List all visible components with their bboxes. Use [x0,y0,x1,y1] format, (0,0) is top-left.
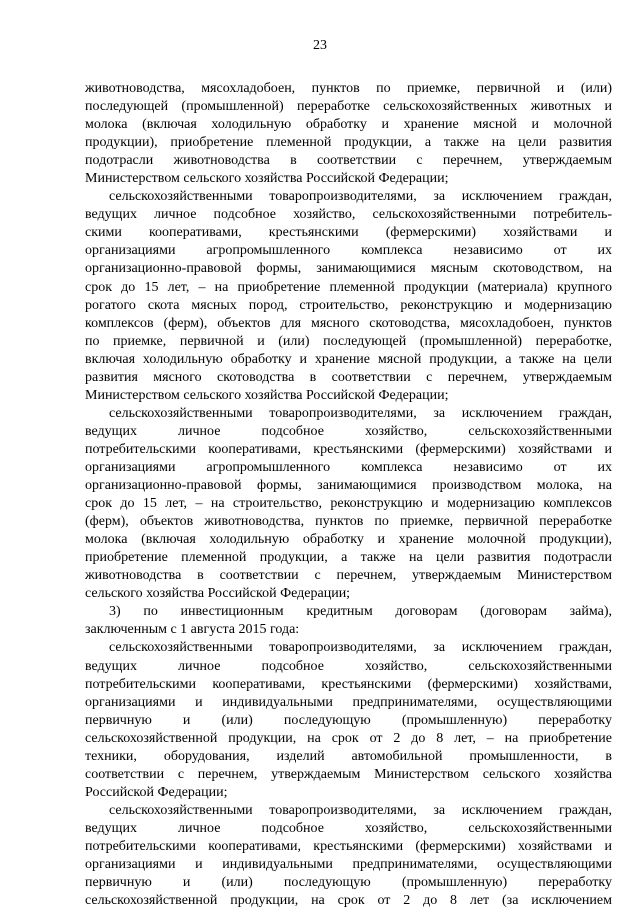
text-line: Министерством сельского хозяйства Российской Федерации; [85,387,449,403]
text-line: рогатого скота мясных пород, строительство, реконструкцию и модернизацию [85,297,612,313]
text-line: развития мясного скотоводства в соответствии с перечнем, утверждаемым [85,369,612,385]
text-line: срок до 15 лет, – на приобретение племенной продукции (материала) крупного [85,279,612,295]
text-line: первичную и (или) последующую (промышленную) переработку [85,875,612,891]
text-line: сельскохозяйственной продукции, на срок от 2 до 8 лет (за исключением [85,893,612,909]
text-line: подотрасли животноводства в соответствии с перечнем, утверждаемым [85,153,612,169]
text-line: приобретение племенной продукции, а также на цели развития подотрасли [85,550,612,566]
text-line: ведущих личное подсобное хозяйство, сельскохозяйственными [85,658,612,674]
text-line: срок до 15 лет, – на строительство, реконструкцию и модернизацию комплексов [85,496,612,512]
text-line: организациями агропромышленного комплекса независимо от их [85,459,612,475]
text-line: организациями и индивидуальными предпринимателями, осуществляющими [85,857,612,873]
text-line: по приемке, первичной и (или) последующей (промышленной) переработке, [85,333,612,349]
text-line: продукции), приобретение племенной продукции, а также на цели развития [85,135,612,151]
text-line: потребительскими кооперативами, крестьянскими (фермерскими) хозяйствами и [85,838,612,854]
text-line: сельского хозяйства Российской Федерации; [85,586,351,602]
text-line: молока (включая холодильную обработку и хранение мясной и молочной [85,117,612,133]
text-line: сельскохозяйственными товаропроизводителями, за исключением граждан, [109,405,612,421]
text-line: организационно-правовой формы, занимающимися производством молока, на [85,478,612,494]
text-line: ведущих личное подсобное хозяйство, сельскохозяйственными потребитель- [85,207,612,223]
text-line: последующей (промышленной) переработке сельскохозяйственных животных и [85,99,612,115]
text-line: ведущих личное подсобное хозяйство, сельскохозяйственными [85,820,612,836]
text-line: потребительскими кооперативами, крестьянскими (фермерскими) хозяйствами и [85,441,612,457]
text-line: включая холодильную обработку и хранение мясной продукции, а также на цели [85,351,612,367]
text-line: сельскохозяйственными товаропроизводителями, за исключением граждан, [109,189,612,205]
text-line: Российской Федерации; [85,784,228,800]
text-line: сельскохозяйственными товаропроизводителями, за исключением граждан, [109,640,612,656]
text-line: сельскохозяйственными товаропроизводителями, за исключением граждан, [109,802,612,818]
document-body [85,80,612,910]
text-line: животноводства в соответствии с перечнем, утверждаемым Министерством [85,568,612,584]
text-line: комплексов (ферм), объектов для мясного скотоводства, мясохладобоен, пунктов [85,315,612,331]
text-line: сельскохозяйственной продукции, на срок от 2 до 8 лет, – на приобретение [85,730,612,746]
text-line: организационно-правовой формы, занимающимися мясным скотоводством, на [85,261,612,277]
text-line: Министерством сельского хозяйства Российской Федерации; [85,171,449,187]
text-line: первичную и (или) последующую (промышленную) переработку [85,712,612,728]
page-number: 23 [313,38,327,53]
text-line: организациями агропромышленного комплекса независимо от их [85,243,612,259]
text-line: 3) по инвестиционным кредитным договорам (договорам займа), [109,604,612,620]
text-line: скими кооперативами, крестьянскими (фермерскими) хозяйствами и [85,225,612,241]
text-line: животноводства, мясохладобоен, пунктов по приемке, первичной и (или) [85,81,612,96]
text-line: ведущих личное подсобное хозяйство, сельскохозяйственными [85,423,612,439]
text-line: техники, оборудования, изделий автомобильной промышленности, в [85,748,612,764]
text-line: потребительскими кооперативами, крестьянскими (фермерскими) хозяйствами, [85,676,612,692]
text-line: заключенным с 1 августа 2015 года: [85,622,300,638]
text-line: молока (включая холодильную обработку и хранение молочной продукции), [85,532,612,548]
text-line: соответствии с перечнем, утверждаемым Министерством сельского хозяйства [85,766,612,782]
text-line: (ферм), объектов животноводства, пунктов по приемке, первичной переработке [85,514,612,530]
text-line: организациями и индивидуальными предпринимателями, осуществляющими [85,694,612,710]
